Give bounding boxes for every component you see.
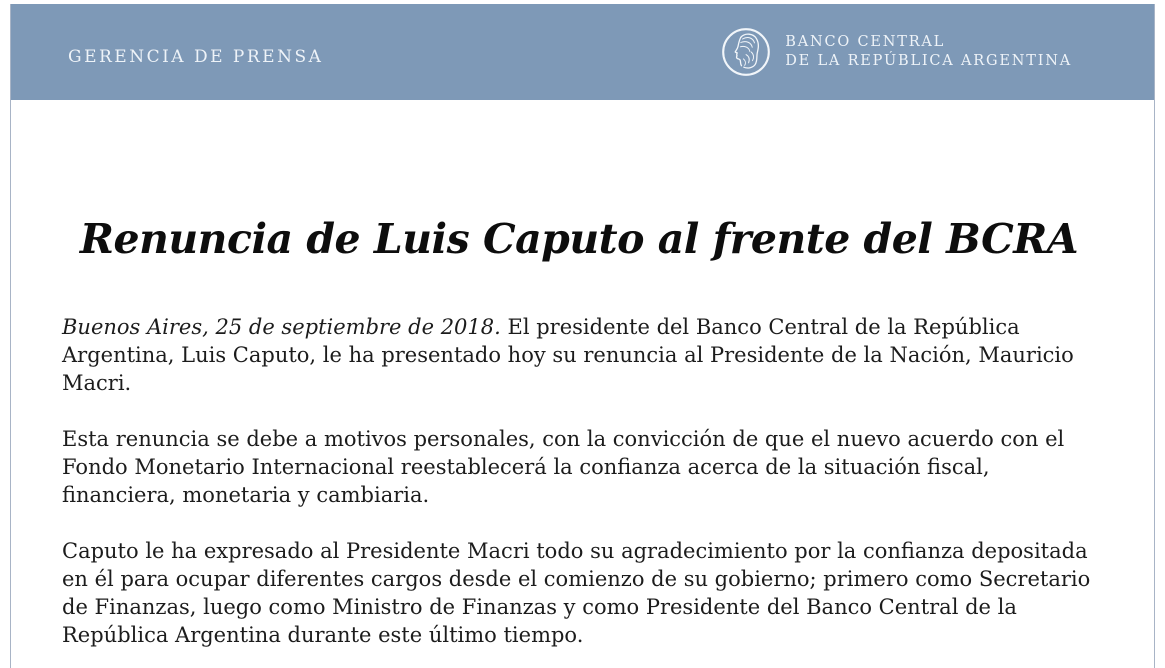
bank-brand [720,26,1072,78]
department-label: GERENCIA DE PRENSA [68,47,324,67]
bank-name [785,33,1072,71]
dateline: Buenos Aires, 25 de septiembre de 2018. [62,315,501,339]
press-release-body [11,215,1154,649]
paragraph-3: Caputo le ha expresado al Presidente Macri todo su agradecimiento por la confianza depositada en él para ocupar diferentes cargos desde el comienzo de su gobierno; primero como Secretario de Finanzas, luego como Ministro de Finanzas y como Presidente del Banco Central de la República Argentina durante este último tiempo. [62,539,1091,647]
paragraph-1-text: El presidente del Banco Central de la República Argentina, Luis Caputo, le ha presentado hoy su renuncia al Presidente de la Nación, Mauricio Macri. [62,315,1074,395]
paragraph-2: Esta renuncia se debe a motivos personales, con la convicción de que el nuevo acuerdo con el Fondo Monetario Internacional reestablecerá la confianza acerca de la situación fiscal, financiera, monetaria y cambiaria. [62,427,1065,507]
article-title: Renuncia de Luis Caputo al frente del BCRA [79,215,1079,263]
paragraph-dateline [62,313,1096,397]
bank-name-line1: BANCO CENTRAL [785,34,946,50]
bank-name-line2: DE LA REPÚBLICA ARGENTINA [785,53,1072,69]
bcra-liberty-head-logo-icon [720,26,772,78]
press-release-page [10,4,1155,668]
header-bar [11,4,1154,100]
